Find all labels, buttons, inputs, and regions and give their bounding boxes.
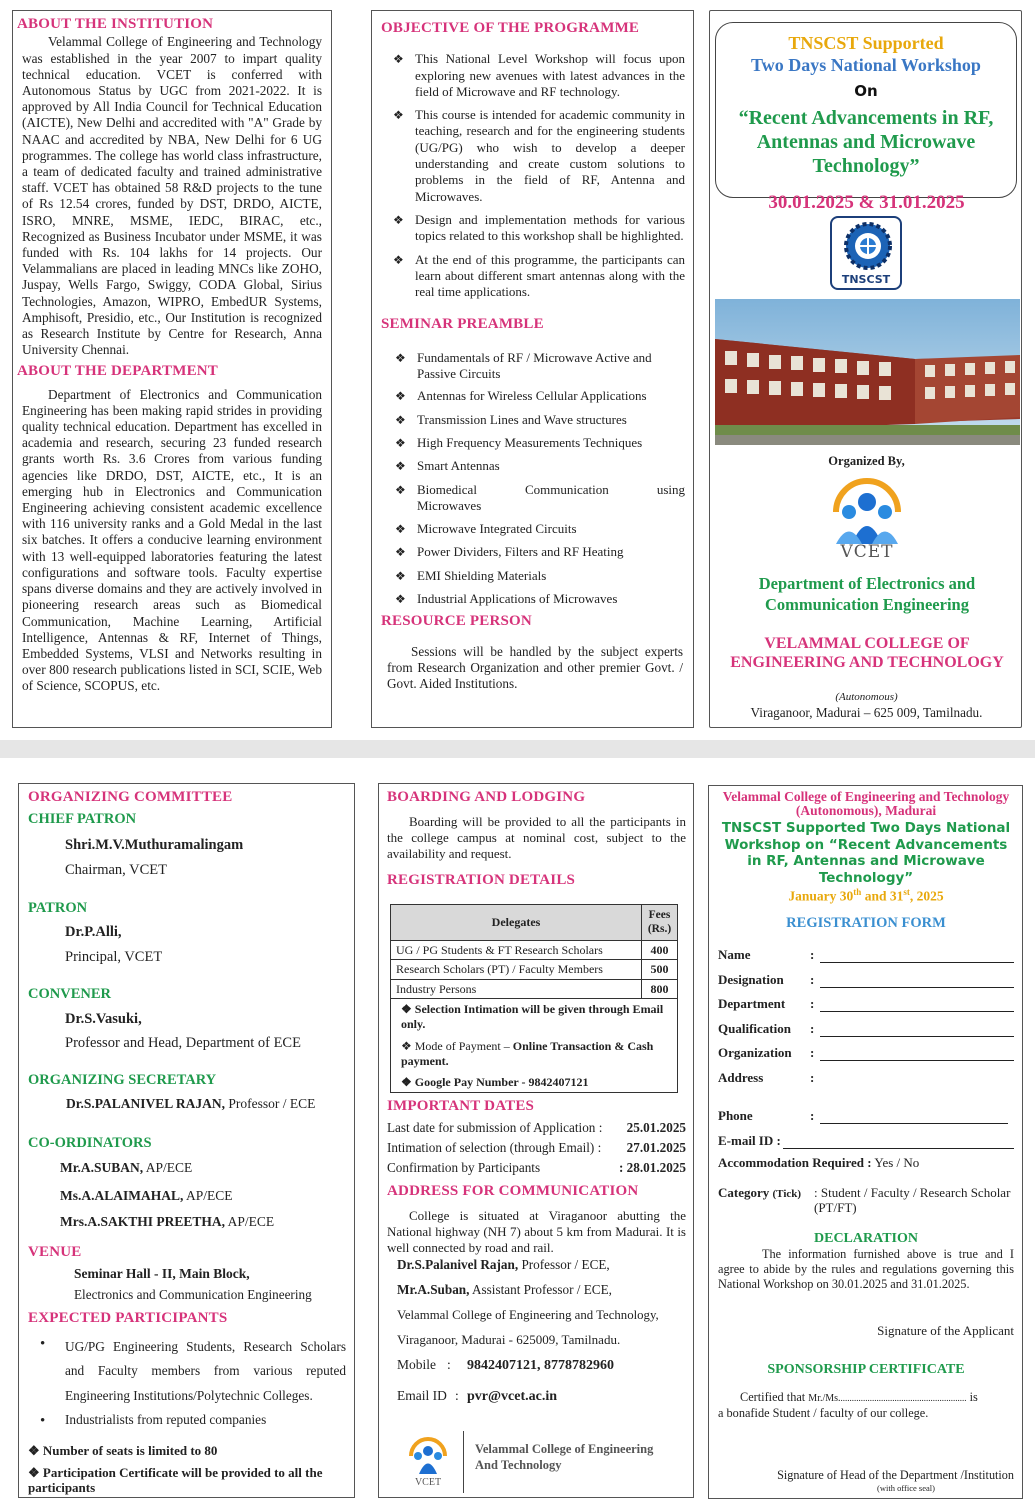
bonafide-line: a bonafide Student / faculty of our college.	[718, 1406, 929, 1421]
date-row: Confirmation by Participants : 28.01.2025	[387, 1159, 686, 1175]
department-text: Department of Electronics and Communication Engineering has been making rapid strides in providing quality technical education. Department has excelled in academia and research, securing 23 funded research grants worth Rs. 3.6 Crores from various funding agencies like DRDO, DST, AICTE, etc., It is an emerging hub in Electronics and Communication Engineering achieving consistent academic excellence with 116 university ranks and a Gold Medal in the last six batches. It offers a conducive learning environment with 13 well-equipped laboratories featuring the latest configurations and software tools. Faculty expertise spans diverse domains and they are actively involved in pioneering research areas such as Biomedical Communication, Machine Learning, Artificial Intelligence, Antennas & RF, Internet of Things, Embedded Systems, VLSI and Networks resulting in over 800 research publications listed in SCI, SCIE, Web of Science, SCOPUS, etc.	[22, 386, 322, 694]
diamond-bullet-icon: ❖	[401, 1075, 415, 1090]
committee-panel	[18, 783, 355, 1498]
preamble-item: ❖ EMI Shielding Materials	[395, 567, 547, 583]
category-row[interactable]: Category (Tick) : Student / Faculty / Research Scholar (PT/FT)	[718, 1184, 1011, 1216]
objective-panel	[371, 10, 694, 728]
dates-heading: IMPORTANT DATES	[387, 1098, 535, 1115]
participant-item: • UG/PG Engineering Students, Research Scholars and Faculty members from various reputed Engineering Institutions/Polytechnic Colleges.	[28, 1335, 346, 1409]
gpay-note: ❖ Google Pay Number - 9842407121	[401, 1075, 589, 1090]
secretary-entry	[66, 1096, 346, 1112]
office-seal: (with office seal)	[877, 1483, 935, 1494]
diamond-bullet-icon: ❖	[395, 350, 406, 365]
address-college: Velammal College of Engineering and Technology,	[397, 1307, 659, 1322]
diamond-bullet-icon: ❖	[395, 522, 406, 537]
table-row: Industry Persons 800	[391, 979, 678, 999]
venue-line2: Electronics and Communication Engineering	[74, 1286, 312, 1302]
autonomous-label: (Autonomous)	[835, 691, 898, 703]
diamond-bullet-icon: ❖	[28, 1442, 43, 1458]
department-heading: ABOUT THE DEPARTMENT	[17, 363, 219, 380]
preamble-list	[381, 350, 685, 608]
diamond-bullet-icon: ❖	[395, 482, 406, 497]
workshop-title: “Recent Advancements in RF, Antennas and Microwave Technology”	[738, 107, 994, 178]
tnscst-logo	[830, 216, 902, 290]
phone-input[interactable]	[820, 1110, 1008, 1124]
form-field-designation[interactable]: Designation :	[718, 963, 1014, 988]
committee-heading: ORGANIZING COMMITTEE	[28, 789, 233, 805]
footer-divider	[463, 1431, 464, 1493]
coordinator-entry: Mrs.A.SAKTHI PREETHA, AP/ECE	[60, 1214, 275, 1230]
diamond-bullet-icon: ❖	[395, 435, 406, 450]
registration-form-panel	[708, 785, 1023, 1499]
diamond-bullet-icon: ❖	[393, 212, 404, 227]
form-field-organization[interactable]: Organization :	[718, 1037, 1014, 1062]
vcet-logo-text: VCET	[840, 542, 894, 562]
contact2: Mr.A.Suban, Assistant Professor / ECE,	[397, 1282, 612, 1298]
delegates-header: Delegates	[391, 904, 642, 940]
signature-applicant: Signature of the Applicant	[877, 1323, 1014, 1339]
diamond-bullet-icon: ❖	[395, 389, 406, 404]
dot-bullet-icon: •	[40, 1413, 46, 1430]
preamble-item: ❖ Microwave Integrated Circuits	[395, 521, 577, 537]
coordinator-entry: Mr.A.SUBAN, AP/ECE	[60, 1160, 193, 1176]
preamble-item: ❖ High Frequency Measurements Techniques	[395, 434, 643, 450]
organization-input[interactable]	[820, 1047, 1014, 1061]
resource-text: Sessions will be handled by the subject experts from Research Organization and other premier Govt. / Govt. Aided Institutions.	[387, 643, 683, 692]
vcet-emblem-icon	[403, 1436, 453, 1476]
diamond-bullet-icon: ❖	[28, 1464, 43, 1480]
patron-role: Principal, VCET	[65, 948, 163, 965]
coordinators-label: CO-ORDINATORS	[28, 1134, 152, 1151]
diamond-bullet-icon: ❖	[401, 1039, 415, 1054]
tnscst-logo-text: TNSCST	[841, 273, 891, 286]
title-box	[715, 22, 1017, 198]
declaration-heading: DECLARATION	[814, 1231, 918, 1247]
designation-input[interactable]	[820, 974, 1014, 988]
mobile-row: Mobile : 9842407121, 8778782960	[397, 1357, 614, 1373]
footer-college-name: Velammal College of Engineering And Technology	[475, 1442, 654, 1472]
preamble-item: ❖ Transmission Lines and Wave structures	[395, 411, 627, 427]
department-input[interactable]	[820, 998, 1014, 1012]
registration-heading: REGISTRATION DETAILS	[387, 872, 576, 889]
email-row: Email ID : pvr@vcet.ac.in	[397, 1388, 558, 1405]
patron-name: Dr.P.Alli,	[65, 924, 122, 941]
preamble-heading: SEMINAR PREAMBLE	[381, 316, 544, 333]
accommodation-row[interactable]: Accommodation Required : Yes / No	[718, 1154, 920, 1170]
event-dates: 30.01.2025 & 31.01.2025	[768, 192, 965, 213]
objective-item: ❖ This National Level Workshop will focus upon exploring new avenues with latest advances in the field of Microwave and RF technology.	[393, 51, 685, 99]
diamond-bullet-icon: ❖	[401, 1002, 415, 1017]
secretary-role: Professor / ECE	[225, 1096, 316, 1112]
form-field-phone[interactable]: Phone :	[718, 1100, 1014, 1125]
address-heading: ADDRESS FOR COMMUNICATION	[387, 1183, 639, 1200]
form-heading: REGISTRATION FORM	[786, 914, 946, 931]
date-row: Intimation of selection (through Email) : 27.01.2025	[387, 1139, 686, 1155]
convener-role: Professor and Head, Department of ECE	[65, 1034, 301, 1051]
secretary-label: ORGANIZING SECRETARY	[28, 1072, 217, 1089]
table-notes-row	[391, 999, 678, 1093]
chief-patron-name: Shri.M.V.Muthuramalingam	[65, 836, 244, 853]
objective-item: ❖ Design and implementation methods for various topics related to this workshop shall be highlighted.	[393, 211, 685, 244]
diamond-bullet-icon: ❖	[395, 412, 406, 427]
coordinator-entry: Ms.A.ALAIMAHAL, AP/ECE	[60, 1187, 233, 1203]
contact1: Dr.S.Palanivel Rajan, Professor / ECE,	[397, 1257, 610, 1273]
organizer-college: VELAMMAL COLLEGE OF ENGINEERING AND TECHNOLOGY	[730, 635, 1004, 671]
table-row: Research Scholars (PT) / Faculty Members 500	[391, 960, 678, 980]
diamond-bullet-icon: ❖	[395, 592, 406, 607]
convener-label: CONVENER	[28, 986, 111, 1003]
email-input[interactable]	[783, 1135, 1014, 1149]
sponsorship-heading: SPONSORSHIP CERTIFICATE	[767, 1362, 965, 1378]
preamble-item: ❖ Fundamentals of RF / Microwave Active and Passive Circuits	[395, 349, 652, 382]
seats-note: ❖ Number of seats is limited to 80	[28, 1442, 218, 1458]
institution-panel	[12, 10, 332, 728]
objective-item: ❖ At the end of this programme, the participants can learn about different smart antennas along with the real time applications.	[393, 251, 685, 300]
institution-text: Velammal College of Engineering and Technology was established in the year 2007 to impart quality technical education. VCET is conferred with Autonomous Status by UGC from 2021-2022. It is approved by All India Council for Technical Education (AICTE), New Delhi and accredited with "A" Grade by NAAC and accredited by NBA, New Delhi for 6 UG programmes. The college has world class infrastructure, a team of dedicated faculty and trained administrative staff. VCET has obtained 58 R&D projects to the tune of Rs 12.54 crores, funded by DST, DRDO, AICTE, ISRO, MNRE, MSME, IEDC, BIRAC, etc., Recognized as Business Incubator under MSME, it was funded with Rs. 104 lakhs for 14 projects. Our Velammalians are placed in leading MNCs like ZOHO, Juspay, Wells Fargo, Swiggy, CODA Global, Sirius Technologies, Amazon, WIPRO, EmbedUR Systems, Amphisoft, Presidio, etc., Our Institution is recognized as Research Institute by Centre for Research, Anna University Chennai.	[22, 34, 322, 358]
diamond-bullet-icon: ❖	[393, 108, 404, 123]
fees-table	[390, 904, 678, 1094]
organized-by-label: Organized By,	[828, 454, 905, 468]
certified-line: Certified that Mr./Ms......................................................... is	[740, 1390, 978, 1405]
certificate-note: ❖ Participation Certificate will be provided to all the participants	[28, 1464, 323, 1495]
diamond-bullet-icon: ❖	[393, 252, 404, 267]
form-workshop: TNSCST Supported Two Days National Workshop on “Recent Advancements in RF, Antennas and Microwave Technology”	[721, 820, 1011, 886]
vcet-logo	[822, 474, 912, 569]
objective-list	[381, 51, 685, 300]
institution-heading: ABOUT THE INSTITUTION	[17, 16, 214, 32]
registration-panel	[378, 783, 694, 1498]
address-text: College is situated at Viraganoor abutting the National highway (NH 7) about 5 km from Madurai. It is well connected by road and rail.	[387, 1208, 686, 1256]
college-building-image	[715, 299, 1020, 445]
signature-head: Signature of Head of the Department /Institution	[777, 1468, 1014, 1483]
participants-label: EXPECTED PARTICIPANTS	[28, 1309, 228, 1326]
objective-item: ❖ This course is intended for academic community in teaching, research and for the engineering students (UG/PG) who wish to develop a deeper understanding and create custom solutions to problems in the field of RF, Antenna and Microwaves.	[393, 107, 685, 204]
convener-name: Dr.S.Vasuki,	[65, 1011, 142, 1028]
diamond-bullet-icon: ❖	[393, 52, 404, 67]
resource-heading: RESOURCE PERSON	[381, 613, 532, 630]
venue-label: VENUE	[28, 1243, 82, 1260]
chief-patron-label: CHIEF PATRON	[28, 811, 137, 828]
preamble-item: ❖ Antennas for Wireless Cellular Applications	[395, 388, 647, 404]
college-address: Viraganoor, Madurai – 625 009, Tamilnadu.	[750, 705, 983, 720]
diamond-bullet-icon: ❖	[395, 568, 406, 583]
supported-text: TNSCST Supported	[788, 33, 944, 53]
boarding-text: Boarding will be provided to all the participants in the college campus at nominal cost, subject to the availability and request.	[387, 814, 686, 862]
cover-panel	[709, 10, 1022, 728]
name-input[interactable]	[820, 949, 1014, 963]
preamble-item: ❖ Power Dividers, Filters and RF Heating	[395, 544, 624, 560]
workshop-text: Two Days National Workshop	[751, 54, 981, 75]
form-fields	[718, 939, 1014, 1149]
form-dates: January 30th and 31st, 2025	[788, 887, 944, 904]
form-field-address[interactable]: Address :	[718, 1069, 815, 1085]
chief-patron-role: Chairman, VCET	[65, 861, 168, 878]
fees-header: Fees (Rs.)	[642, 904, 678, 940]
patron-label: PATRON	[28, 900, 88, 917]
footer-logo-text: VCET	[414, 1477, 442, 1489]
objective-heading: OBJECTIVE OF THE PROGRAMME	[381, 20, 640, 36]
form-field-name[interactable]: Name :	[718, 939, 1014, 964]
page-divider	[0, 740, 1035, 758]
diamond-bullet-icon: ❖	[395, 459, 406, 474]
table-row: UG / PG Students & FT Research Scholars 400	[391, 940, 678, 960]
dot-bullet-icon: •	[40, 1335, 46, 1352]
form-field-email[interactable]: E-mail ID :	[718, 1124, 1014, 1149]
selection-note: ❖ Selection Intimation will be given through Email only.	[401, 1002, 664, 1032]
organizer-department: Department of Electronics and Communication Engineering	[758, 574, 976, 614]
form-college: Velammal College of Engineering and Technology (Autonomous), Madurai	[722, 789, 1010, 818]
preamble-item: ❖ Biomedical Communication using Microwaves	[395, 481, 685, 513]
footer-logo	[403, 1436, 453, 1489]
diamond-bullet-icon: ❖	[395, 545, 406, 560]
form-field-department[interactable]: Department :	[718, 988, 1014, 1013]
gear-emblem-icon	[834, 220, 902, 272]
email-link[interactable]: pvr@vcet.ac.in	[467, 1389, 558, 1405]
secretary-name: Dr.S.PALANIVEL RAJAN,	[66, 1096, 226, 1112]
preamble-item: ❖ Smart Antennas	[395, 458, 500, 474]
date-row: Last date for submission of Application : 25.01.2025	[387, 1119, 686, 1135]
address-city: Viraganoor, Madurai - 625009, Tamilnadu.	[397, 1332, 621, 1348]
qualification-input[interactable]	[820, 1023, 1014, 1037]
venue-line1: Seminar Hall - II, Main Block,	[74, 1266, 250, 1282]
participant-item: • Industrialists from reputed companies	[28, 1412, 346, 1430]
form-field-qualification[interactable]: Qualification :	[718, 1012, 1014, 1037]
declaration-text: The information furnished above is true and I agree to abide by the rules and regulations governing this National Workshop on 30.01.2025 and 31.01.2025.	[718, 1247, 1014, 1292]
on-text: On	[854, 81, 878, 100]
preamble-item: ❖ Industrial Applications of Microwaves	[395, 591, 618, 607]
boarding-heading: BOARDING AND LODGING	[387, 789, 586, 805]
payment-note: ❖ Mode of Payment – Online Transaction & Cash payment.	[401, 1039, 654, 1069]
fees-table-header	[391, 904, 678, 940]
